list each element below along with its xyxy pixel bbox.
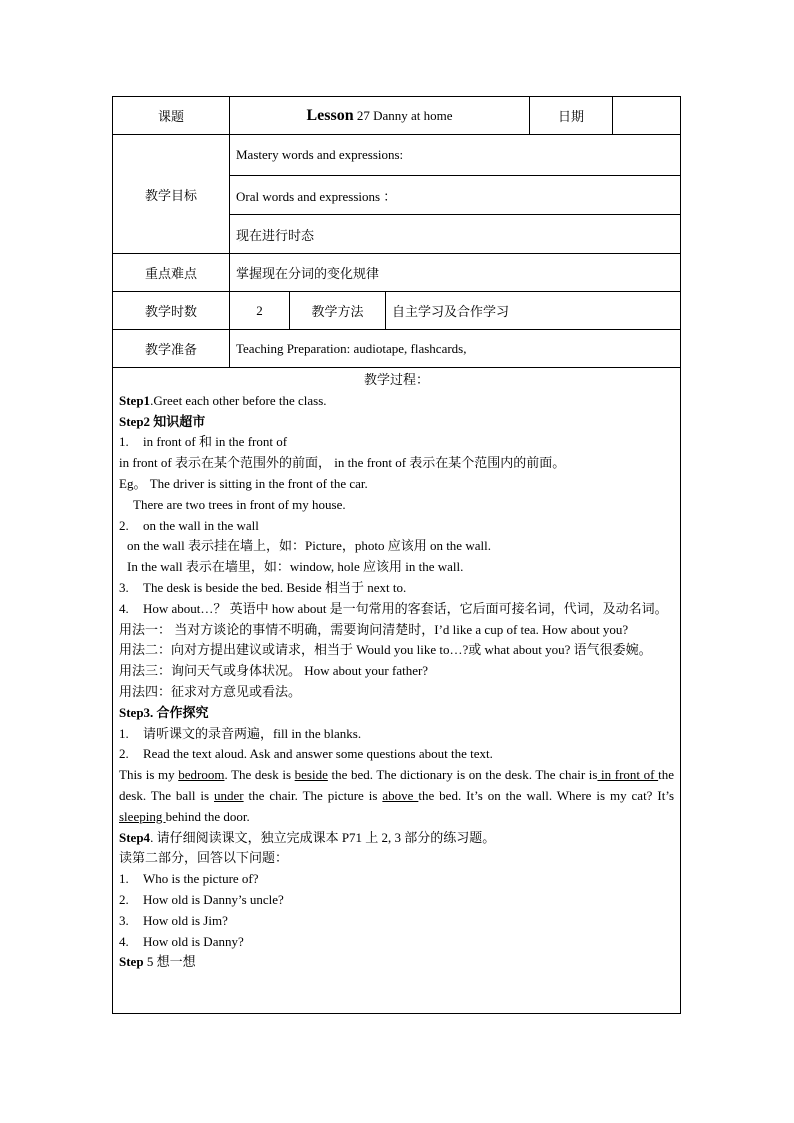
para-blank-sleeping: sleeping bbox=[119, 808, 166, 824]
step1-label: Step1 bbox=[119, 392, 151, 408]
process-row bbox=[113, 368, 681, 1014]
para-seg-e: the bed. The dictionary is on the desk. The chair is bbox=[327, 767, 598, 783]
step2-item-4-text: How about…？ 英语中 how about 是一句常用的客套话，它后面可接名词，代词，及动名词。 bbox=[143, 600, 668, 616]
para-blank-above: above bbox=[382, 787, 419, 803]
lesson-title-strong: Lesson bbox=[306, 106, 354, 124]
step2-item-2-explain-b: In the wall 表示在墙里，如：window, hole 应该用 in the wall. bbox=[127, 559, 464, 575]
step2-item-3 bbox=[119, 578, 674, 599]
hours-value: 2 bbox=[230, 292, 290, 330]
para-seg-i: the chair. The picture is bbox=[243, 787, 383, 803]
question-3 bbox=[119, 911, 674, 932]
usage-1: 用法一： 当对方谈论的事情不明确，需要询问清楚时，I’d like a cup of tea. How about you? bbox=[119, 621, 629, 637]
step3-item-1-num: 1. bbox=[119, 725, 129, 741]
date-value bbox=[613, 97, 681, 135]
step5 bbox=[119, 952, 674, 973]
header-row bbox=[113, 97, 681, 135]
step2-item-3-text: The desk is beside the bed. Beside 相当于 next to. bbox=[143, 579, 407, 595]
key-points-row bbox=[113, 254, 681, 292]
step2-item-1 bbox=[119, 432, 674, 453]
read-part-two: 读第二部分，回答以下问题： bbox=[119, 850, 289, 866]
step2-heading: Step2 知识超市 bbox=[119, 413, 206, 429]
usage-2: 用法二：向对方提出建议或请求，相当于 Would you like to…?或 what about you? 语气很委婉。 bbox=[119, 642, 652, 658]
lesson-title bbox=[230, 97, 530, 135]
step5-label: Step bbox=[119, 954, 147, 970]
question-4-num: 4. bbox=[119, 933, 129, 949]
question-1-num: 1. bbox=[119, 871, 129, 887]
goals-label: 教学目标 bbox=[113, 135, 230, 254]
step2-item-1-explain: in front of 表示在某个范围外的前面， in the front of 表示在某个范围内的前面。 bbox=[119, 455, 566, 471]
para-blank-bedroom: bedroom bbox=[178, 767, 225, 783]
step3-item-1 bbox=[119, 724, 674, 745]
hours-label: 教学时数 bbox=[113, 292, 230, 330]
usage-3: 用法三：询问天气或身体状况。 How about your father? bbox=[119, 663, 429, 679]
para-seg-c: . The desk is bbox=[224, 767, 295, 783]
usage-4: 用法四：征求对方意见或看法。 bbox=[119, 683, 302, 699]
prep-label: 教学准备 bbox=[113, 330, 230, 368]
step3-item-2 bbox=[119, 744, 674, 765]
question-4 bbox=[119, 932, 674, 953]
process-heading: 教学过程： bbox=[363, 372, 429, 387]
question-1-text: Who is the picture of? bbox=[143, 871, 259, 887]
para-seg-k: the bed. It’s on the wall. Where is my cat? It’s bbox=[418, 787, 674, 803]
topic-label: 课题 bbox=[113, 97, 230, 135]
step2-item-4 bbox=[119, 599, 674, 620]
prep-value: Teaching Preparation: audiotape, flashcards, bbox=[230, 330, 681, 368]
goals-line-1: Mastery words and expressions: bbox=[230, 135, 681, 176]
method-label: 教学方法 bbox=[290, 292, 386, 330]
date-label: 日期 bbox=[530, 97, 613, 135]
step2-example: Eg。 The driver is sitting in the front of the car. bbox=[119, 475, 368, 491]
step2-item-1-text: in front of 和 in the front of bbox=[143, 434, 288, 450]
method-value: 自主学习及合作学习 bbox=[386, 292, 681, 330]
step1 bbox=[119, 391, 674, 412]
goals-row-1 bbox=[113, 135, 681, 176]
lesson-plan-table bbox=[112, 96, 681, 1014]
hours-row bbox=[113, 292, 681, 330]
para-blank-in-front-of: in front of bbox=[597, 767, 659, 783]
step5-text: 5 想一想 bbox=[146, 954, 196, 970]
key-points-label: 重点难点 bbox=[113, 254, 230, 292]
question-4-text: How old is Danny? bbox=[143, 933, 244, 949]
step2-item-3-num: 3. bbox=[119, 579, 129, 595]
step3-item-2-num: 2. bbox=[119, 746, 129, 762]
step4-text: . 请仔细阅读课文，独立完成课本 P71 上 2, 3 部分的练习题。 bbox=[150, 829, 496, 845]
step2-item-2-text: on the wall in the wall bbox=[143, 517, 259, 533]
step3-heading: Step3. 合作探究 bbox=[119, 704, 209, 720]
step3-item-2-text: Read the text aloud. Ask and answer some questions about the text. bbox=[143, 746, 493, 762]
step2-example-2: There are two trees in front of my house. bbox=[133, 496, 346, 512]
step2-item-2-explain-a: on the wall 表示挂在墙上，如：Picture，photo 应该用 on the wall. bbox=[127, 538, 491, 554]
lesson-title-rest: 27 Danny at home bbox=[353, 107, 453, 123]
prep-row bbox=[113, 330, 681, 368]
process-cell bbox=[113, 368, 681, 1014]
step1-text: .Greet each other before the class. bbox=[150, 392, 327, 408]
step2-item-2 bbox=[119, 516, 674, 537]
question-2-text: How old is Danny’s uncle? bbox=[143, 891, 284, 907]
para-blank-beside: beside bbox=[294, 767, 328, 783]
para-seg-a: This is my bbox=[119, 767, 179, 783]
step2-item-2-num: 2. bbox=[119, 517, 129, 533]
para-blank-under: under bbox=[213, 787, 244, 803]
question-3-text: How old is Jim? bbox=[143, 912, 228, 928]
goals-line-2: Oral words and expressions ： bbox=[230, 176, 681, 215]
goals-line-3: 现在进行时态 bbox=[230, 215, 681, 254]
step3-item-1-text: 请听课文的录音两遍，fill in the blanks. bbox=[143, 725, 362, 741]
step4 bbox=[119, 828, 674, 849]
text-paragraph bbox=[119, 765, 674, 827]
key-points-value: 掌握现在分词的变化规律 bbox=[230, 254, 681, 292]
question-2-num: 2. bbox=[119, 891, 129, 907]
para-seg-g: the desk. The ball is bbox=[119, 767, 674, 803]
para-seg-m: behind the door. bbox=[165, 808, 250, 824]
step2-item-1-num: 1. bbox=[119, 434, 129, 450]
question-3-num: 3. bbox=[119, 912, 129, 928]
step2-item-4-num: 4. bbox=[119, 600, 129, 616]
step4-label: Step4 bbox=[119, 829, 151, 845]
question-1 bbox=[119, 869, 674, 890]
question-2 bbox=[119, 890, 674, 911]
